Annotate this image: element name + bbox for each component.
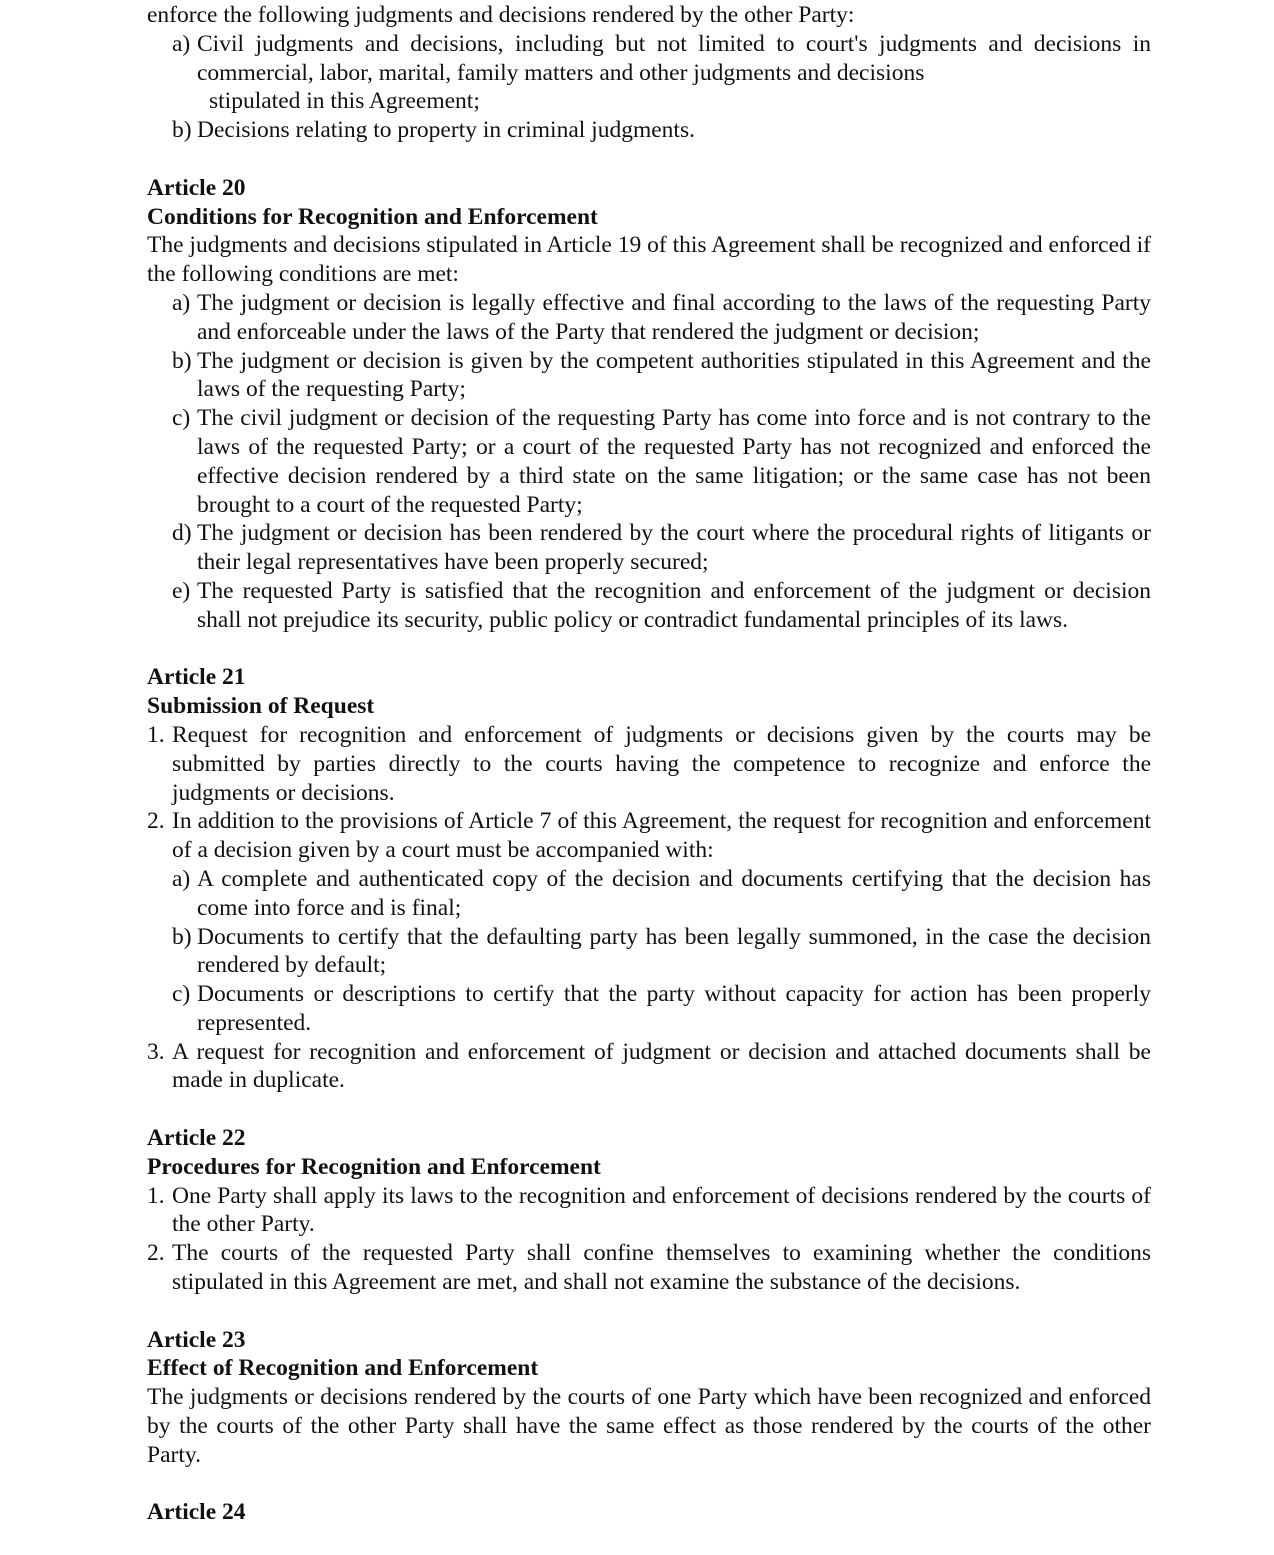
numbered-item (147, 807, 1151, 865)
numbered-item (147, 1182, 1151, 1240)
article-number: Article 23 (147, 1326, 246, 1353)
list-item (147, 519, 1151, 577)
item-label: 1. (147, 721, 165, 748)
item-label: e) (172, 577, 191, 604)
item-text: Request for recognition and enforcement of judgments or decisions given by the courts may be submitted by parties directly to the courts having the competence to recognize and enforce the judgments or decisions. (172, 721, 1151, 806)
item-text: The civil judgment or decision of the requesting Party has come into force and is not contrary to the laws of the requested Party; or a court of the requested Party has not recognized and enforced the effective decision rendered by a third state on the same litigation; or the same case has not been brought to a court of the requested Party; (197, 405, 1151, 518)
list-item (147, 577, 1151, 635)
article-number: Article 22 (147, 1125, 246, 1152)
article-number: Article 24 (147, 1499, 246, 1526)
item-label: d) (172, 520, 192, 547)
item-text (197, 30, 1151, 116)
article-title: Submission of Request (147, 693, 375, 720)
article-title: Effect of Recognition and Enforcement (147, 1355, 539, 1382)
numbered-item (147, 1038, 1151, 1096)
item-label: a) (172, 30, 191, 57)
item-label: c) (172, 981, 191, 1008)
list-item (147, 980, 1151, 1038)
article-title: Procedures for Recognition and Enforcement (147, 1153, 601, 1180)
item-label: 3. (147, 1038, 165, 1065)
article-number: Article 20 (147, 174, 246, 201)
item-label: c) (172, 405, 191, 432)
item-text: A complete and authenticated copy of the decision and documents certifying that the decision has come into force and is final; (197, 865, 1151, 921)
numbered-item (147, 721, 1151, 807)
spacer (147, 1095, 1151, 1124)
item-label: b) (172, 347, 192, 374)
article-number: Article 21 (147, 664, 246, 691)
item-label: 2. (147, 808, 165, 835)
item-text-main: Civil judgments and decisions, including but not limited to court's judgments and decisions in commercial, labor, marital, family matters and other judgments and decisions (197, 30, 1151, 86)
list-item (147, 289, 1151, 347)
list-item (147, 865, 1151, 923)
list-item (147, 116, 1151, 145)
item-text: The courts of the requested Party shall confine themselves to examining whether the conditions stipulated in this Agreement are met, and shall not examine the substance of the decisions. (172, 1240, 1151, 1296)
spacer (147, 145, 1151, 174)
list-item (147, 923, 1151, 981)
document-page (147, 1, 1151, 1527)
item-text: The judgment or decision is legally effective and final according to the laws of the requesting Party and enforceable under the laws of the Party that rendered the judgment or decision; (197, 289, 1151, 345)
item-text: The judgment or decision has been rendered by the court where the procedural rights of litigants or their legal representatives have been properly secured; (197, 520, 1151, 576)
list-item (147, 347, 1151, 405)
item-text: Decisions relating to property in criminal judgments. (197, 117, 695, 144)
intro-line: enforce the following judgments and decisions rendered by the other Party: (147, 2, 855, 28)
item-text: Documents to certify that the defaulting party has been legally summoned, in the case the decision rendered by default; (197, 923, 1151, 979)
item-text: Documents or descriptions to certify that the party without capacity for action has been properly represented. (197, 981, 1151, 1036)
spacer (147, 1297, 1151, 1326)
item-text: In addition to the provisions of Article 7 of this Agreement, the request for recognition and enforcement of a decision given by a court must be accompanied with: (172, 808, 1151, 864)
item-label: 2. (147, 1240, 165, 1267)
item-label: a) (172, 289, 191, 316)
list-item (147, 404, 1151, 519)
article-paragraph: The judgments or decisions rendered by the courts of one Party which have been recognized and enforced by the courts of the other Party shall have the same effect as those rendered by the courts of the other Party. (147, 1384, 1151, 1468)
item-text: The judgment or decision is given by the competent authorities stipulated in this Agreement and the laws of the requesting Party; (197, 347, 1151, 403)
item-text-continued: stipulated in this Agreement; (209, 88, 480, 115)
numbered-item (147, 1239, 1151, 1297)
list-item (147, 30, 1151, 116)
item-text: One Party shall apply its laws to the recognition and enforcement of decisions rendered by the courts of the other Party. (172, 1182, 1151, 1238)
spacer (147, 635, 1151, 664)
item-label: b) (172, 923, 192, 950)
item-text: The requested Party is satisfied that the recognition and enforcement of the judgment or decision shall not prejudice its security, public policy or contradict fundamental principles of its laws. (197, 577, 1151, 633)
spacer (147, 1470, 1151, 1499)
item-text: A request for recognition and enforcement of judgment or decision and attached documents shall be made in duplicate. (172, 1038, 1151, 1094)
article-paragraph: The judgments and decisions stipulated in Article 19 of this Agreement shall be recognized and enforced if the following conditions are met: (147, 232, 1151, 288)
item-label: b) (172, 117, 192, 144)
item-label: a) (172, 865, 191, 892)
item-label: 1. (147, 1182, 165, 1209)
article-title: Conditions for Recognition and Enforcement (147, 203, 598, 230)
